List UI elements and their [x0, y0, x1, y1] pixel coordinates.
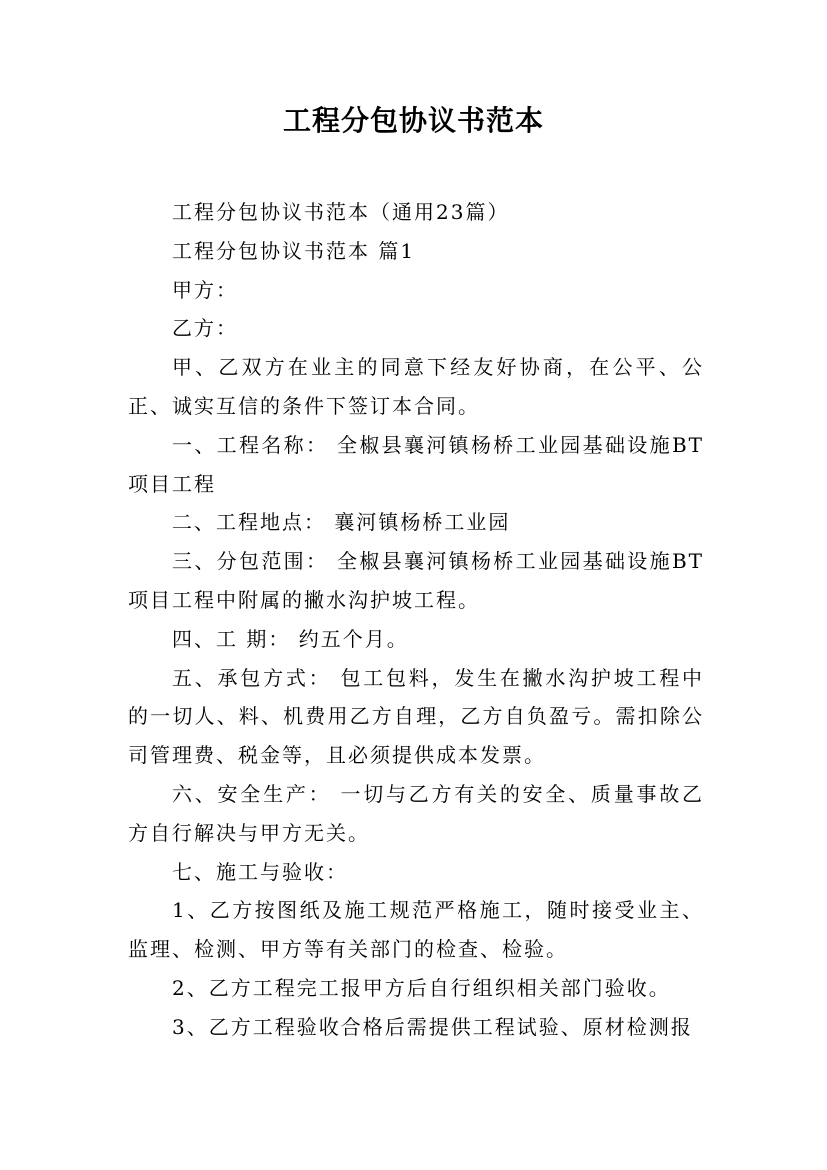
- paragraph-contract-method: 五、承包方式： 包工包料，发生在撇水沟护坡工程中的一切人、料、机费用乙方自理，乙方自负盈亏。需扣除公司管理费、税金等，且必须提供成本发票。: [128, 665, 704, 768]
- paragraph-preamble: 甲、乙双方在业主的同意下经友好协商，在公平、公正、诚实互信的条件下签订本合同。: [128, 355, 704, 418]
- paragraph-safety: 六、安全生产： 一切与乙方有关的安全、质量事故乙方自行解决与甲方无关。: [128, 781, 704, 845]
- paragraph-clause-2: 2、乙方工程完工报甲方后自行组织相关部门验收。: [172, 975, 671, 1000]
- document-title: 工程分包协议书范本: [282, 104, 544, 137]
- paragraph-project-name: 一、工程名称： 全椒县襄河镇杨桥工业园基础设施BT项目工程: [128, 432, 704, 496]
- paragraph-project-location: 二、工程地点： 襄河镇杨桥工业园: [172, 510, 511, 535]
- paragraph-section-heading: 工程分包协议书范本 篇1: [172, 238, 416, 263]
- paragraph-construction-acceptance: 七、施工与验收：: [172, 859, 348, 884]
- paragraph-subcontract-scope: 三、分包范围： 全椒县襄河镇杨桥工业园基础设施BT项目工程中附属的撇水沟护坡工程。: [128, 549, 704, 612]
- paragraph-clause-1: 1、乙方按图纸及施工规范严格施工，随时接受业主、监理、检测、甲方等有关部门的检查、检验。: [128, 898, 704, 962]
- paragraph-party-a: 甲方：: [172, 277, 238, 302]
- paragraph-collection-title: 工程分包协议书范本（通用23篇）: [172, 200, 510, 224]
- paragraph-party-b: 乙方：: [172, 316, 238, 341]
- paragraph-clause-3: 3、乙方工程验收合格后需提供工程试验、原材检测报: [172, 1014, 693, 1039]
- document-body: [128, 193, 704, 1047]
- paragraph-duration: 四、工 期： 约五个月。: [172, 626, 409, 651]
